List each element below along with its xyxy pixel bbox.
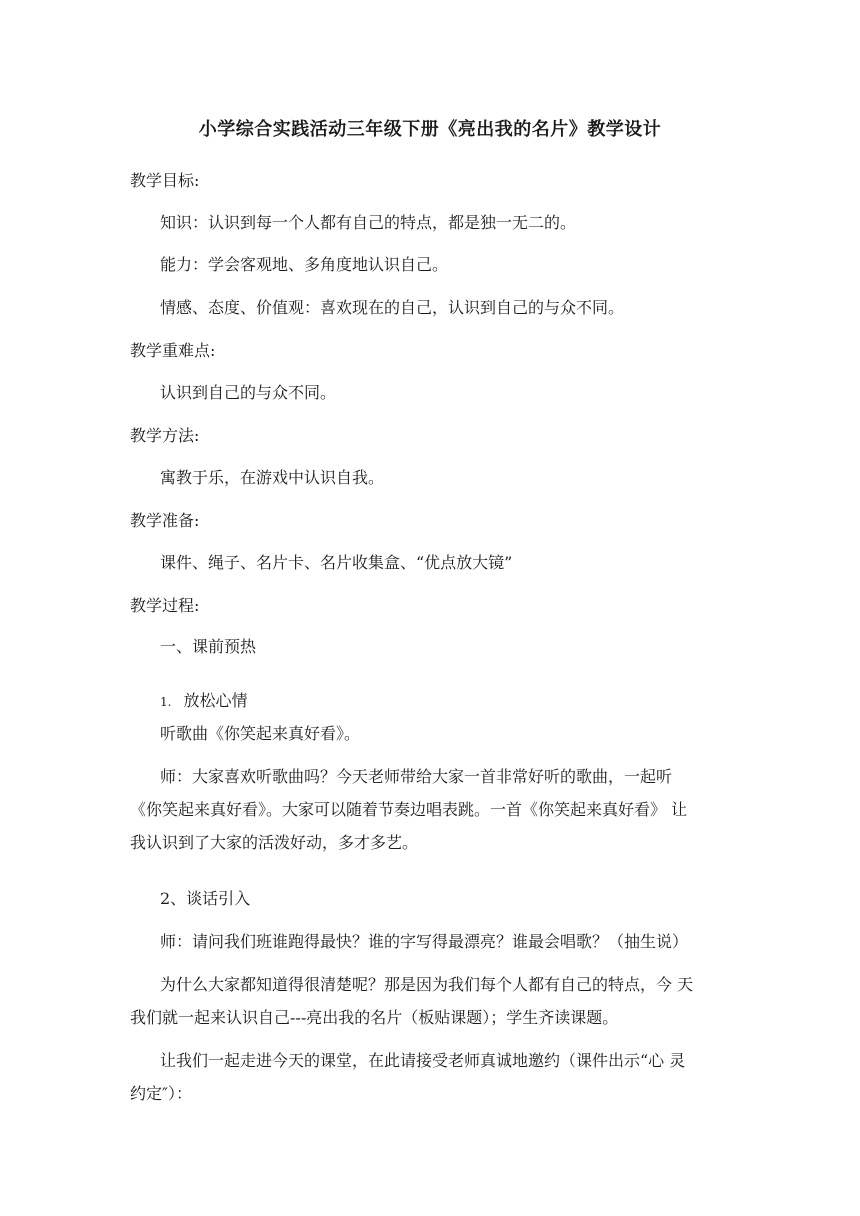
para2-line1: 师：请问我们班谁跑得最快？谁的字写得最漂亮？谁最会唱歌？（抽生说）: [160, 932, 689, 951]
keypoints-text: 认识到自己的与众不同。: [160, 383, 337, 402]
method-heading: 教学方法:: [130, 426, 200, 445]
subsection1-number: 1.: [160, 695, 172, 709]
objective-ability: 能力：学会客观地、多角度地认识自己。: [160, 255, 449, 274]
para1-line1: 师：大家喜欢听歌曲吗？今天老师带给大家一首非常好听的歌曲，一起听: [160, 767, 673, 786]
document-title: 小学综合实践活动三年级下册《亮出我的名片》教学设计: [198, 119, 662, 140]
objective-emotion: 情感、态度、价值观：喜欢现在的自己，认识到自己的与众不同。: [160, 298, 625, 317]
method-text: 寓教于乐，在游戏中认识自我。: [160, 468, 385, 487]
subsection1-heading: [160, 688, 736, 715]
para3-line2: 我们就一起来认识自己---亮出我的名片（板贴课题）；学生齐读课题。: [130, 1008, 619, 1027]
subsection2-heading: 2、谈话引入: [160, 889, 251, 908]
para4-line2: 约定″）：: [130, 1084, 192, 1103]
prep-text: 课件、绳子、名片卡、名片收集盒、“优点放大镜”: [160, 553, 513, 572]
para1-line2: 《你笑起来真好看》。大家可以随着节奏边唱表跳。一首《你笑起来真好看》 让: [130, 800, 688, 819]
subsection1-title: 放松心情: [183, 691, 248, 710]
para3-line1: 为什么大家都知道得很清楚呢？那是因为我们每个人都有自己的特点，今 天: [160, 975, 694, 994]
objective-knowledge: 知识：认识到每一个人都有自己的特点，都是独一无二的。: [160, 213, 577, 232]
prep-heading: 教学准备:: [130, 511, 200, 530]
objectives-heading: 教学目标:: [130, 171, 200, 190]
keypoints-heading: 教学重难点:: [130, 341, 216, 360]
subsection1-song: 听歌曲《你笑起来真好看》。: [160, 724, 361, 743]
para4-line1: 让我们一起走进今天的课堂，在此请接受老师真诚地邀约（课件出示“心 灵: [160, 1051, 686, 1070]
para1-line3: 我认识到了大家的活泼好动，多才多艺。: [130, 833, 419, 852]
section1-heading: 一、课前预热: [160, 637, 257, 656]
process-heading: 教学过程:: [130, 596, 200, 615]
